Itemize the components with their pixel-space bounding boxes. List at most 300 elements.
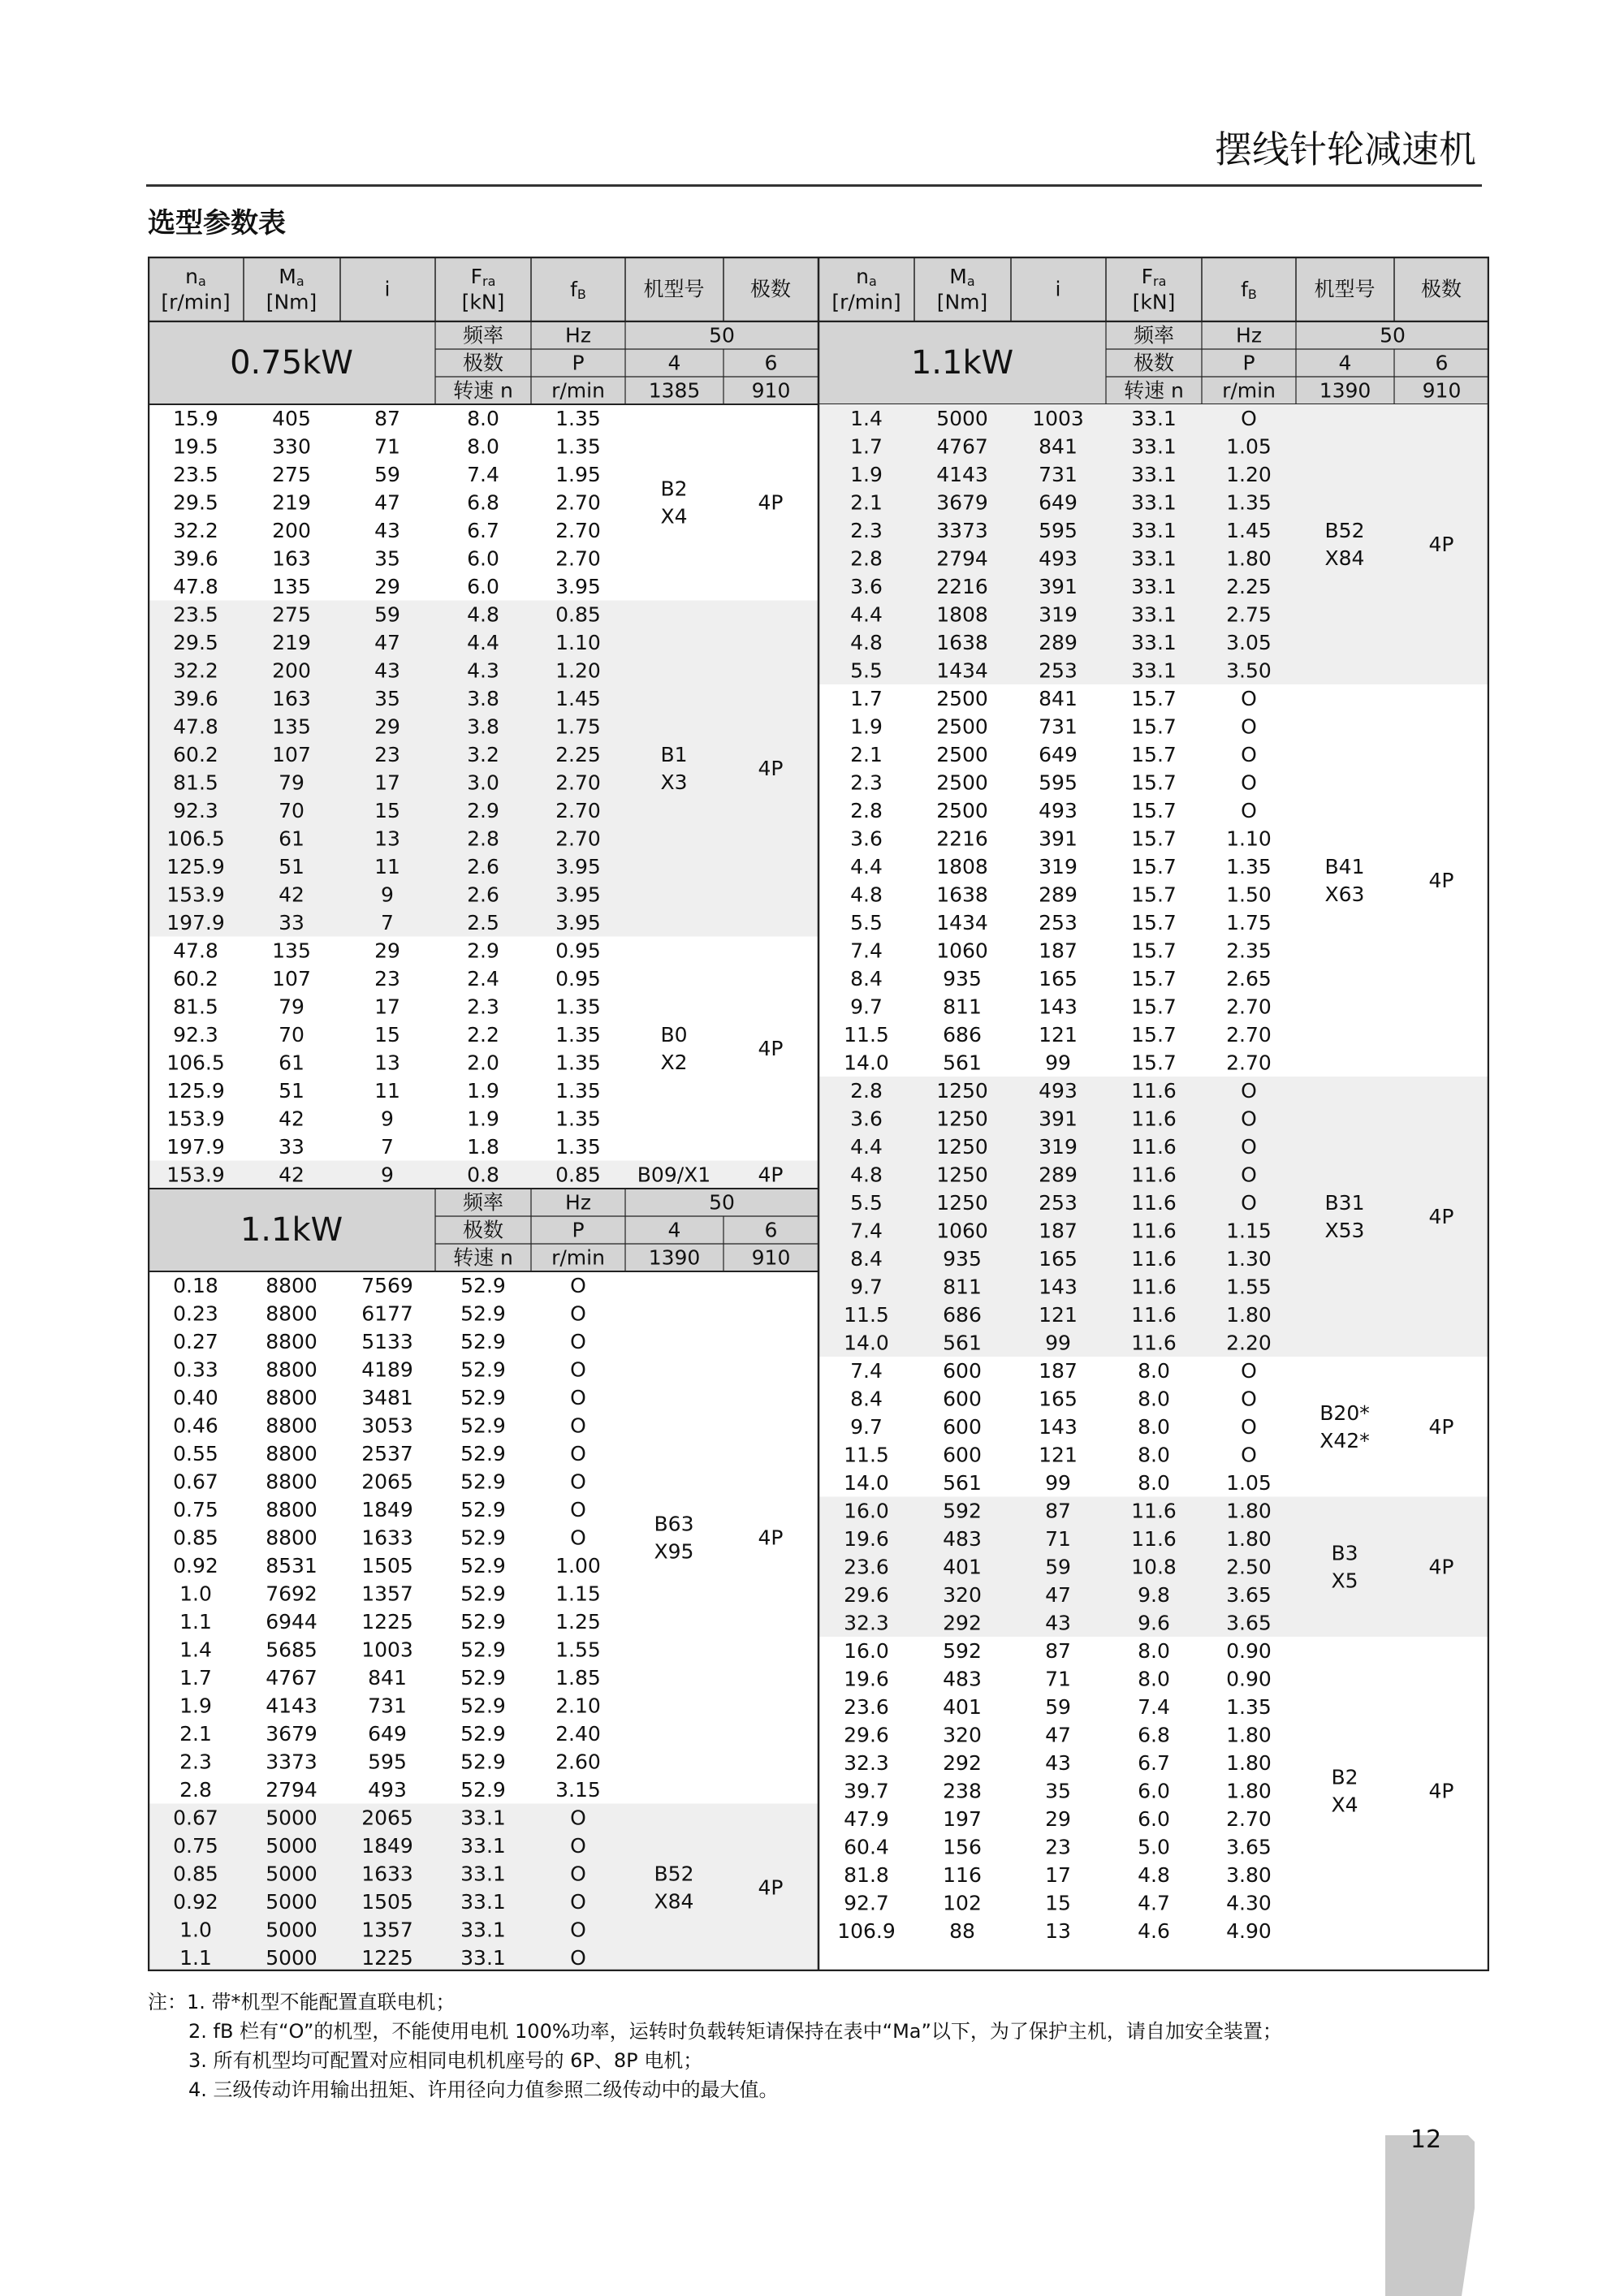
cell-i: 731 (368, 1694, 407, 1718)
cell-na: 125.9 (166, 854, 225, 878)
cell-fra: 52.9 (460, 1497, 506, 1521)
cell-fra: 52.9 (460, 1329, 506, 1353)
cell-fb: 1.10 (1226, 826, 1272, 851)
cell-fra: 6.8 (467, 490, 499, 515)
speed-label: 转速 n (453, 1245, 513, 1270)
cell-ma: 330 (272, 434, 311, 459)
cell-fb: O (570, 1945, 586, 1970)
freq-value: 50 (709, 1190, 735, 1215)
cell-i: 11 (374, 1078, 400, 1103)
cell-ma: 3679 (266, 1721, 317, 1746)
cell-na: 9.7 (850, 995, 883, 1019)
cell-ma: 811 (943, 995, 982, 1019)
cell-fb: 2.70 (555, 798, 601, 822)
header-ma-unit: [Nm] (936, 290, 988, 314)
poles-label: 极数 (462, 1218, 504, 1242)
cell-na: 106.5 (166, 826, 225, 851)
cell-fra: 3.0 (467, 770, 499, 795)
cell-na: 0.55 (173, 1441, 218, 1465)
cell-fra: 52.9 (460, 1694, 506, 1718)
cell-fb: O (570, 1889, 586, 1914)
poles-value-b: 6 (764, 351, 778, 375)
speed-unit: r/min (551, 378, 605, 403)
cell-i: 35 (1045, 1779, 1071, 1803)
speed-value-b: 910 (751, 378, 791, 403)
cell-i: 13 (1045, 1918, 1071, 1943)
cell-fb: O (570, 1441, 586, 1465)
cell-ma: 4143 (936, 462, 988, 486)
cell-na: 7.4 (850, 1219, 883, 1243)
header-ma: $M_a$ (279, 264, 304, 289)
cell-fra: 52.9 (460, 1526, 506, 1550)
cell-fra: 8.0 (1138, 1358, 1170, 1383)
cell-na: 14.0 (844, 1051, 889, 1075)
cell-i: 2537 (361, 1441, 413, 1465)
cell-ma: 592 (943, 1499, 982, 1523)
cell-fb: 2.70 (1226, 1022, 1272, 1047)
cell-fra: 4.3 (467, 658, 499, 683)
cell-na: 3.6 (850, 574, 883, 598)
cell-fra: 8.0 (467, 406, 499, 430)
cell-ma: 1060 (936, 939, 988, 963)
cell-na: 0.27 (173, 1329, 218, 1353)
cell-fb: 1.55 (555, 1638, 601, 1662)
cell-fb: 1.15 (1226, 1219, 1272, 1243)
cell-fb: 1.50 (1226, 883, 1272, 907)
cell-i: 23 (374, 742, 400, 766)
cell-fb: 2.75 (1226, 602, 1272, 627)
cell-fra: 6.7 (467, 518, 499, 542)
cell-fb: O (1241, 1163, 1257, 1187)
cell-i: 7 (381, 1134, 394, 1159)
speed-unit: r/min (1222, 378, 1276, 403)
cell-fb: 2.25 (1226, 574, 1272, 598)
group-model: X5 (1331, 1569, 1358, 1593)
cell-fra: 5.0 (1138, 1835, 1170, 1859)
cell-i: 1003 (361, 1638, 413, 1662)
cell-ma: 116 (943, 1862, 982, 1887)
group-model: B52 (1324, 519, 1365, 542)
cell-fb: 2.70 (1226, 995, 1272, 1019)
cell-fra: 33.1 (1131, 602, 1177, 627)
cell-i: 71 (1045, 1667, 1071, 1691)
cell-na: 4.4 (850, 602, 883, 627)
cell-fra: 33.1 (1131, 518, 1177, 542)
header-model: 机型号 (1314, 277, 1376, 301)
cell-i: 187 (1039, 939, 1078, 963)
group-poles: 4P (758, 1875, 784, 1900)
cell-na: 81.5 (173, 995, 218, 1019)
cell-na: 23.5 (173, 462, 218, 486)
cell-i: 59 (374, 462, 400, 486)
cell-i: 391 (1039, 1107, 1078, 1131)
cell-ma: 1638 (936, 883, 988, 907)
cell-ma: 8800 (266, 1301, 317, 1326)
cell-fb: 4.30 (1226, 1891, 1272, 1915)
cell-fb: O (570, 1385, 586, 1409)
cell-na: 0.85 (173, 1862, 218, 1886)
cell-fb: O (1241, 1190, 1257, 1215)
cell-i: 493 (1039, 1078, 1078, 1103)
cell-fb: 1.35 (1226, 490, 1272, 515)
cell-fb: 1.35 (555, 1134, 601, 1159)
cell-fra: 52.9 (460, 1301, 506, 1326)
cell-fra: 4.8 (1138, 1862, 1170, 1887)
cell-i: 165 (1039, 1387, 1078, 1411)
cell-fra: 11.6 (1131, 1302, 1177, 1327)
header-na-unit: [r/min] (161, 290, 231, 314)
cell-fb: O (570, 1301, 586, 1326)
poles-unit: P (572, 351, 585, 375)
cell-na: 0.46 (173, 1413, 218, 1438)
cell-fb: 2.25 (555, 742, 601, 766)
cell-ma: 7692 (266, 1582, 317, 1606)
group-poles: 4P (1428, 1414, 1454, 1439)
cell-fra: 6.0 (467, 546, 499, 571)
cell-ma: 600 (943, 1387, 982, 1411)
cell-fb: 1.20 (555, 658, 601, 683)
cell-i: 29 (374, 714, 400, 739)
cell-fra: 9.8 (1138, 1582, 1170, 1607)
cell-fb: 1.05 (1226, 434, 1272, 459)
note-4: 4. 三级传动许用输出扭矩、许用径向力值参照二级传动中的最大值。 (188, 2078, 779, 2101)
cell-ma: 33 (279, 910, 304, 934)
cell-na: 92.3 (173, 1022, 218, 1047)
cell-fra: 33.1 (460, 1833, 506, 1858)
group-model: B2 (660, 477, 688, 501)
cell-na: 2.3 (850, 770, 883, 795)
cell-fra: 33.1 (1131, 546, 1177, 571)
group-poles: 4P (1428, 1205, 1454, 1228)
cell-na: 2.3 (179, 1750, 212, 1774)
cell-fb: O (570, 1526, 586, 1550)
cell-i: 1225 (361, 1945, 413, 1970)
group-model: X4 (660, 504, 688, 529)
cell-na: 23.5 (173, 602, 218, 627)
cell-i: 59 (1045, 1694, 1071, 1719)
cell-fra: 10.8 (1131, 1555, 1177, 1579)
cell-ma: 483 (943, 1526, 982, 1551)
cell-ma: 561 (943, 1051, 982, 1075)
motor-power: 1.1kW (240, 1211, 343, 1249)
cell-fb: 3.65 (1226, 1835, 1272, 1859)
cell-na: 60.2 (173, 742, 218, 766)
cell-i: 23 (374, 966, 400, 990)
cell-fra: 2.0 (467, 1051, 499, 1075)
cell-fb: O (1241, 1358, 1257, 1383)
freq-value: 50 (1380, 323, 1406, 347)
cell-na: 0.75 (173, 1833, 218, 1858)
cell-i: 143 (1039, 1414, 1078, 1439)
cell-ma: 156 (943, 1835, 982, 1859)
cell-na: 153.9 (166, 1107, 225, 1131)
cell-i: 165 (1039, 1246, 1078, 1271)
cell-ma: 135 (272, 939, 311, 963)
cell-i: 595 (1039, 518, 1078, 542)
cell-i: 1357 (361, 1918, 413, 1942)
group-model: X63 (1324, 883, 1365, 906)
cell-na: 16.0 (844, 1638, 889, 1663)
cell-ma: 1808 (936, 854, 988, 878)
cell-fb: O (1241, 798, 1257, 822)
cell-fra: 15.7 (1131, 686, 1177, 710)
group-model: B1 (660, 743, 688, 766)
cell-fb: 0.95 (555, 966, 601, 990)
cell-na: 4.4 (850, 854, 883, 878)
cell-fra: 15.7 (1131, 939, 1177, 963)
header-fb: $f_B$ (570, 277, 586, 302)
poles-label: 极数 (462, 351, 504, 375)
cell-na: 5.5 (850, 910, 883, 934)
cell-ma: 2500 (936, 770, 988, 795)
cell-fra: 3.2 (467, 742, 499, 766)
group-poles: 4P (758, 1037, 784, 1060)
cell-fb: 3.15 (555, 1777, 601, 1802)
speed-value-a: 1390 (648, 1245, 701, 1270)
cell-i: 289 (1039, 1163, 1078, 1187)
cell-fra: 52.9 (460, 1638, 506, 1662)
cell-na: 11.5 (844, 1022, 889, 1047)
cell-fb: 1.75 (1226, 910, 1272, 934)
poles-value-a: 4 (667, 351, 681, 375)
cell-fb: 1.75 (555, 714, 601, 739)
freq-unit: Hz (565, 323, 591, 347)
cell-i: 187 (1039, 1358, 1078, 1383)
cell-fra: 6.7 (1138, 1750, 1170, 1775)
speed-value-b: 910 (1422, 378, 1462, 403)
cell-ma: 197 (943, 1806, 982, 1831)
header-i: i (384, 277, 391, 301)
cell-i: 71 (374, 434, 400, 459)
cell-fra: 3.8 (467, 686, 499, 710)
cell-na: 47.9 (844, 1806, 889, 1831)
speed-label: 转速 n (1124, 378, 1184, 403)
cell-ma: 4143 (266, 1694, 317, 1718)
cell-na: 9.7 (850, 1414, 883, 1439)
cell-i: 9 (381, 1163, 394, 1187)
poles-unit: P (572, 1218, 585, 1242)
cell-fra: 52.9 (460, 1665, 506, 1690)
cell-fra: 8.0 (1138, 1443, 1170, 1467)
cell-na: 29.5 (173, 630, 218, 654)
cell-ma: 5685 (266, 1638, 317, 1662)
header-i: i (1055, 277, 1061, 301)
cell-fra: 2.9 (467, 939, 499, 963)
cell-ma: 61 (279, 1051, 304, 1075)
cell-i: 2065 (361, 1470, 413, 1494)
cell-na: 1.1 (179, 1609, 212, 1634)
freq-unit: Hz (1236, 323, 1262, 347)
cell-ma: 8800 (266, 1329, 317, 1353)
cell-i: 17 (1045, 1862, 1071, 1887)
cell-ma: 8800 (266, 1441, 317, 1465)
cell-ma: 2500 (936, 742, 988, 766)
cell-ma: 292 (943, 1750, 982, 1775)
cell-na: 8.4 (850, 1387, 883, 1411)
cell-na: 1.9 (179, 1694, 212, 1718)
cell-na: 4.8 (850, 883, 883, 907)
cell-na: 3.6 (850, 1107, 883, 1131)
cell-ma: 219 (272, 630, 311, 654)
cell-fra: 11.6 (1131, 1219, 1177, 1243)
cell-fb: O (570, 1862, 586, 1886)
cell-ma: 51 (279, 1078, 304, 1103)
cell-na: 4.8 (850, 630, 883, 654)
cell-na: 0.67 (173, 1806, 218, 1830)
cell-fb: 2.70 (555, 490, 601, 515)
group-model: B41 (1324, 855, 1365, 878)
group-model: X84 (1324, 546, 1365, 570)
cell-fb: 1.35 (555, 406, 601, 430)
cell-na: 2.3 (850, 518, 883, 542)
cell-na: 4.8 (850, 1163, 883, 1187)
cell-i: 99 (1045, 1051, 1071, 1075)
cell-ma: 42 (279, 883, 304, 907)
cell-i: 1849 (361, 1833, 413, 1858)
cell-i: 47 (374, 490, 400, 515)
cell-na: 153.9 (166, 883, 225, 907)
cell-i: 9 (381, 1107, 394, 1131)
cell-ma: 1808 (936, 602, 988, 627)
cell-fb: 1.35 (555, 434, 601, 459)
freq-label: 频率 (462, 323, 504, 347)
cell-ma: 686 (943, 1302, 982, 1327)
cell-i: 59 (1045, 1555, 1071, 1579)
note-3: 3. 所有机型均可配置对应相同电机机座号的 6P、8P 电机； (188, 2049, 703, 2072)
cell-na: 60.2 (173, 966, 218, 990)
cell-na: 197.9 (166, 1134, 225, 1159)
cell-fb: O (1241, 1107, 1257, 1131)
cell-na: 0.18 (173, 1273, 218, 1297)
cell-na: 47.8 (173, 714, 218, 739)
cell-fb: 2.40 (555, 1721, 601, 1746)
cell-i: 1225 (361, 1609, 413, 1634)
cell-fb: 2.70 (555, 518, 601, 542)
cell-i: 17 (374, 770, 400, 795)
cell-ma: 275 (272, 602, 311, 627)
cell-i: 253 (1039, 658, 1078, 683)
cell-i: 35 (374, 686, 400, 710)
cell-fb: 3.50 (1226, 658, 1272, 683)
cell-fb: O (1241, 742, 1257, 766)
cell-ma: 561 (943, 1331, 982, 1355)
cell-i: 289 (1039, 883, 1078, 907)
header-fra-unit: [kN] (461, 290, 505, 314)
cell-ma: 600 (943, 1358, 982, 1383)
cell-ma: 292 (943, 1611, 982, 1635)
cell-ma: 42 (279, 1107, 304, 1131)
cell-na: 2.1 (850, 742, 883, 766)
cell-na: 1.4 (179, 1638, 212, 1662)
cell-fb: 1.35 (1226, 1694, 1272, 1719)
cell-i: 595 (368, 1750, 407, 1774)
cell-fb: O (570, 1329, 586, 1353)
cell-fra: 15.7 (1131, 910, 1177, 934)
cell-fb: 0.85 (555, 1163, 601, 1187)
cell-fra: 15.7 (1131, 1051, 1177, 1075)
cell-na: 106.5 (166, 1051, 225, 1075)
cell-na: 8.4 (850, 1246, 883, 1271)
cell-fb: 2.70 (555, 826, 601, 851)
cell-ma: 483 (943, 1667, 982, 1691)
cell-fb: 1.45 (1226, 518, 1272, 542)
cell-fra: 15.7 (1131, 770, 1177, 795)
cell-ma: 8800 (266, 1470, 317, 1494)
cell-i: 47 (1045, 1582, 1071, 1607)
cell-i: 3481 (361, 1385, 413, 1409)
cell-na: 39.6 (173, 686, 218, 710)
group-model: B31 (1324, 1191, 1365, 1215)
cell-fb: 1.80 (1226, 1499, 1272, 1523)
group-model: X84 (654, 1889, 694, 1914)
cell-fb: 3.95 (555, 574, 601, 598)
motor-power: 0.75kW (230, 344, 353, 382)
cell-i: 17 (374, 995, 400, 1019)
cell-fb: O (570, 1806, 586, 1830)
cell-fb: 3.65 (1226, 1611, 1272, 1635)
group-model: B0 (660, 1023, 688, 1047)
cell-fra: 33.1 (460, 1918, 506, 1942)
cell-fb: 3.95 (555, 883, 601, 907)
cell-fra: 2.4 (467, 966, 499, 990)
note-1: 注：1. 带*机型不能配置直联电机； (148, 1991, 456, 2013)
cell-ma: 1250 (936, 1190, 988, 1215)
cell-fb: O (570, 1918, 586, 1942)
cell-fra: 15.7 (1131, 714, 1177, 739)
cell-i: 1003 (1032, 406, 1084, 430)
group-poles: 4P (758, 490, 784, 515)
cell-fra: 52.9 (460, 1413, 506, 1438)
cell-fra: 15.7 (1131, 798, 1177, 822)
cell-i: 143 (1039, 1275, 1078, 1299)
header-fb: $f_B$ (1241, 277, 1257, 302)
cell-fb: 2.50 (1226, 1555, 1272, 1579)
cell-i: 87 (1045, 1638, 1071, 1663)
header-poles: 极数 (749, 277, 792, 301)
cell-na: 81.8 (844, 1862, 889, 1887)
cell-na: 2.8 (850, 546, 883, 571)
cell-na: 106.9 (837, 1918, 896, 1943)
cell-na: 1.7 (179, 1665, 212, 1690)
cell-na: 14.0 (844, 1331, 889, 1355)
group-poles: 4P (758, 757, 784, 780)
cell-fra: 52.9 (460, 1721, 506, 1746)
cell-ma: 163 (272, 546, 311, 571)
cell-na: 7.4 (850, 1358, 883, 1383)
cell-fra: 2.6 (467, 854, 499, 878)
cell-fra: 2.2 (467, 1022, 499, 1047)
cell-na: 1.9 (850, 462, 883, 486)
cell-i: 649 (368, 1721, 407, 1746)
cell-fb: 4.90 (1226, 1918, 1272, 1943)
group-model: B20* (1320, 1400, 1370, 1425)
cell-fra: 11.6 (1131, 1134, 1177, 1159)
cell-fb: O (1241, 1134, 1257, 1159)
cell-ma: 1638 (936, 630, 988, 654)
cell-ma: 200 (272, 658, 311, 683)
cell-fra: 2.5 (467, 910, 499, 934)
header-poles: 极数 (1420, 277, 1462, 301)
cell-na: 1.0 (179, 1582, 212, 1606)
cell-fra: 33.1 (1131, 406, 1177, 430)
cell-na: 32.2 (173, 658, 218, 683)
cell-i: 1849 (361, 1497, 413, 1521)
cell-i: 99 (1045, 1470, 1071, 1495)
header-model: 机型号 (643, 277, 705, 301)
cell-fb: 2.20 (1226, 1331, 1272, 1355)
cell-i: 649 (1039, 742, 1078, 766)
cell-ma: 51 (279, 854, 304, 878)
